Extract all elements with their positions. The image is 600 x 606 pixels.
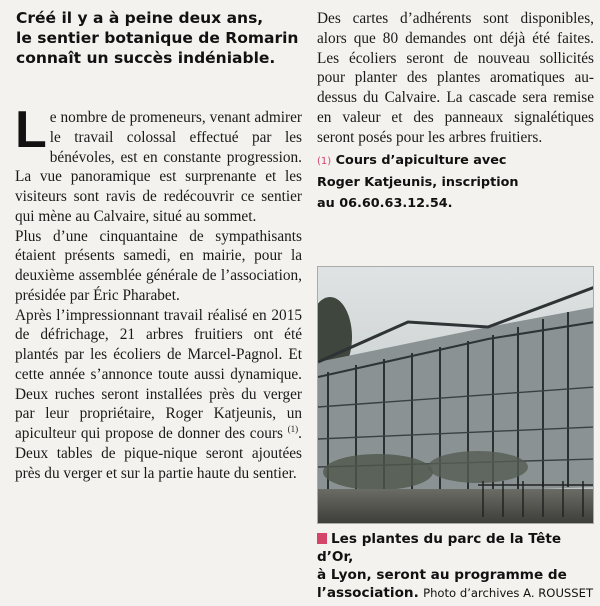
paragraph-2: Plus d’une cinquantaine de sympathisants étaient présents samedi, en mairie, pour la deuxième assemblée générale de l’association, présidée par Éric Pharabet. bbox=[15, 227, 302, 304]
paragraph-3 bbox=[15, 306, 302, 484]
photo-caption bbox=[317, 530, 597, 602]
paragraph-4: Des cartes d’adhérents sont disponibles, alors que 80 demandes ont déjà été faites. Les écoliers seront de nouveau sollicités pour planter des plantes aromatiques au-dessus du Calvaire. La cascade sera remise en valeur et des panneaux signalétiques seront posés pour les arbres fruitiers. bbox=[317, 10, 594, 146]
right-column bbox=[317, 0, 594, 214]
paragraph-1 bbox=[15, 101, 302, 227]
paragraph-1-text: e nombre de promeneurs, venant admirer le travail colossal effectué par les bénévoles, est en constante progression. La vue panoramique est surprenante et les visiteurs sont ravis de redécouvrir ce sentier qui mène au Calvaire, situé au sommet. bbox=[15, 109, 302, 225]
caption-line-1: Les plantes du parc de la Tête d’Or, bbox=[317, 531, 562, 565]
caption-line-2: à Lyon, seront au programme de bbox=[317, 567, 567, 583]
greenhouse-photo bbox=[317, 266, 594, 524]
caption-line-3: l’association. bbox=[317, 585, 419, 601]
photo-credit: Photo d’archives A. ROUSSET bbox=[423, 586, 594, 600]
info-marker: (1) bbox=[317, 156, 332, 168]
lead-line-1: Créé il y a à peine deux ans, bbox=[16, 9, 264, 27]
info-line-2: Roger Katjeunis, inscription bbox=[317, 175, 519, 191]
article-body-right bbox=[317, 9, 594, 147]
info-box bbox=[317, 150, 594, 214]
left-column bbox=[15, 0, 302, 483]
article-lead bbox=[16, 8, 302, 68]
info-line-3: au 06.60.63.12.54. bbox=[317, 196, 453, 212]
footnote-ref: (1) bbox=[287, 423, 299, 434]
lead-line-3: connaît un succès indéniable. bbox=[16, 49, 276, 67]
paragraph-3-end: . Deux tables de pique-nique seront ajoutées près du verger et sur la partie haute du sentier. bbox=[15, 425, 302, 482]
article-body-left bbox=[15, 101, 302, 483]
drop-cap: L bbox=[15, 101, 47, 159]
lead-line-2: le sentier botanique de Romarin bbox=[16, 29, 299, 47]
caption-marker bbox=[317, 533, 327, 544]
info-line-1: Cours d’apiculture avec bbox=[335, 153, 507, 169]
paragraph-3-text: Après l’impressionnant travail réalisé en 2015 de défrichage, 21 arbres fruitiers ont été plantés par les écoliers de Marcel-Pagnol. Et cette année s’annonce toute aussi dynamique. Deux ruches seront installées près du verger par leur propriétaire, Roger Katjeunis, un apiculteur qui propose de donner des cours bbox=[15, 306, 302, 442]
